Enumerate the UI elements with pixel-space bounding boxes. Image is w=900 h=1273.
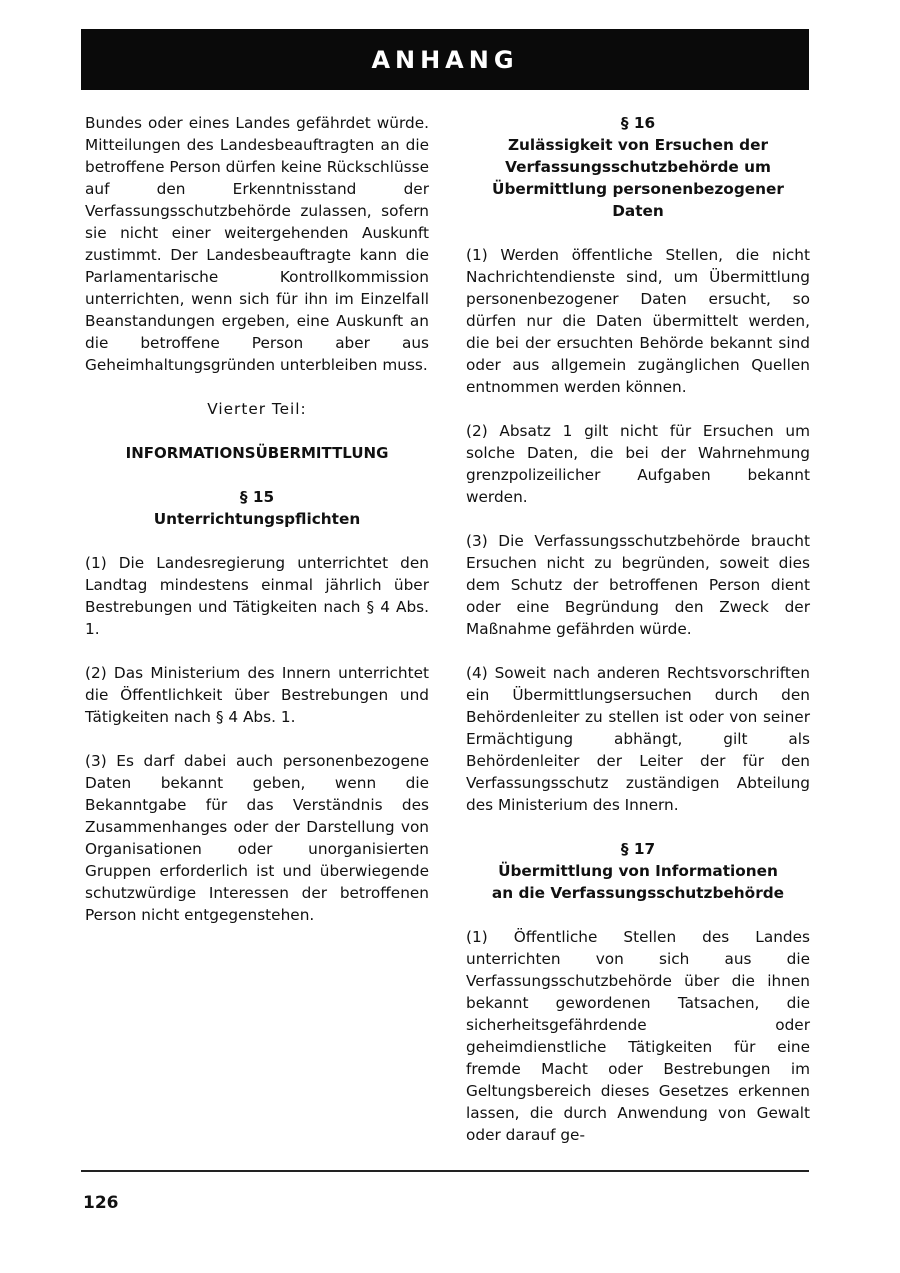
left-column [85, 112, 429, 948]
section-15-number: § 15 [239, 488, 275, 506]
part-title: INFORMATIONSÜBERMITTLUNG [125, 444, 389, 462]
part-label: Vierter Teil: [207, 400, 307, 418]
carry-over-paragraph: Bundes oder eines Landes gefährdet würde. Mitteilungen des Landesbeauftragten an die betroffene Person dürfen keine Rückschlüsse auf den Erkenntnisstand der Verfassungsschutzbehörde zulassen, sofern sie nicht einer weitergehenden Auskunft zustimmt. Der Landesbeauftragte kann die Parlamentarische Kontrollkommission unterrichten, wenn sich für ihn im Einzelfall Beanstandungen ergeben, eine Auskunft an die betroffene Person aber aus Geheimhaltungsgründen unterbleiben muss. [85, 114, 429, 374]
section-15-paragraph-1: (1) Die Landesregierung unterrichtet den Landtag mindestens einmal jährlich über Bestrebungen und Tätigkeiten nach § 4 Abs. 1. [85, 554, 429, 638]
section-16-number: § 16 [620, 114, 656, 132]
page-number: 126 [83, 1193, 119, 1213]
header-bar [81, 29, 809, 90]
section-17-number: § 17 [620, 840, 656, 858]
section-17-title-line-1: Übermittlung von Informationen [498, 862, 778, 880]
section-16-paragraph-3: (3) Die Verfassungsschutzbehörde braucht Ersuchen nicht zu begründen, soweit dies dem Schutz der betroffenen Person dient oder eine Begründung den Zweck der Maßnahme gefährden würde. [466, 532, 810, 638]
section-16-paragraph-2: (2) Absatz 1 gilt nicht für Ersuchen um solche Daten, die bei der Wahrnehmung grenzpolizeilicher Aufgaben bekannt werden. [466, 422, 810, 506]
section-16-paragraph-4: (4) Soweit nach anderen Rechtsvorschriften ein Übermittlungsersuchen durch den Behördenleiter zu stellen ist oder von seiner Ermächtigung abhängt, gilt als Behördenleiter der Leiter der für den Verfassungsschutz zuständigen Abteilung des Ministerium des Innern. [466, 664, 810, 814]
section-17-title-line-2: an die Verfassungsschutzbehörde [491, 884, 785, 902]
right-column [466, 112, 810, 1168]
section-16-title: Zulässigkeit von Ersuchen der Verfassungsschutzbehörde um Übermittlung personenbezogener Daten [492, 136, 784, 220]
section-17-paragraph-1: (1) Öffentliche Stellen des Landes unterrichten von sich aus die Verfassungsschutzbehörde über die ihnen bekannt gewordenen Tatsachen, die sicherheitsgefährdende oder geheimdienstliche Tätigkeiten für eine fremde Macht oder Bestrebungen im Geltungsbereich dieses Gesetzes erkennen lassen, die durch Anwendung von Gewalt oder darauf ge- [466, 928, 810, 1144]
section-15-paragraph-3: (3) Es darf dabei auch personenbezogene Daten bekannt geben, wenn die Bekanntgabe für das Verständnis des Zusammenhanges oder der Darstellung von Organisationen oder unorganisierten Gruppen erforderlich ist und überwiegende schutzwürdige Interessen der betroffenen Person nicht entgegenstehen. [85, 752, 429, 924]
footer-rule [81, 1170, 809, 1172]
section-16-paragraph-1: (1) Werden öffentliche Stellen, die nicht Nachrichtendienste sind, um Übermittlung personenbezogener Daten ersucht, so dürfen nur die Daten übermittelt werden, die bei der ersuchten Behörde bekannt sind oder aus allgemein zugänglichen Quellen entnommen werden können. [466, 246, 810, 396]
header-title: ANHANG [371, 45, 519, 74]
section-15-paragraph-2: (2) Das Ministerium des Innern unterrichtet die Öffentlichkeit über Bestrebungen und Tätigkeiten nach § 4 Abs. 1. [85, 664, 429, 726]
section-15-title: Unterrichtungspflichten [153, 510, 361, 528]
